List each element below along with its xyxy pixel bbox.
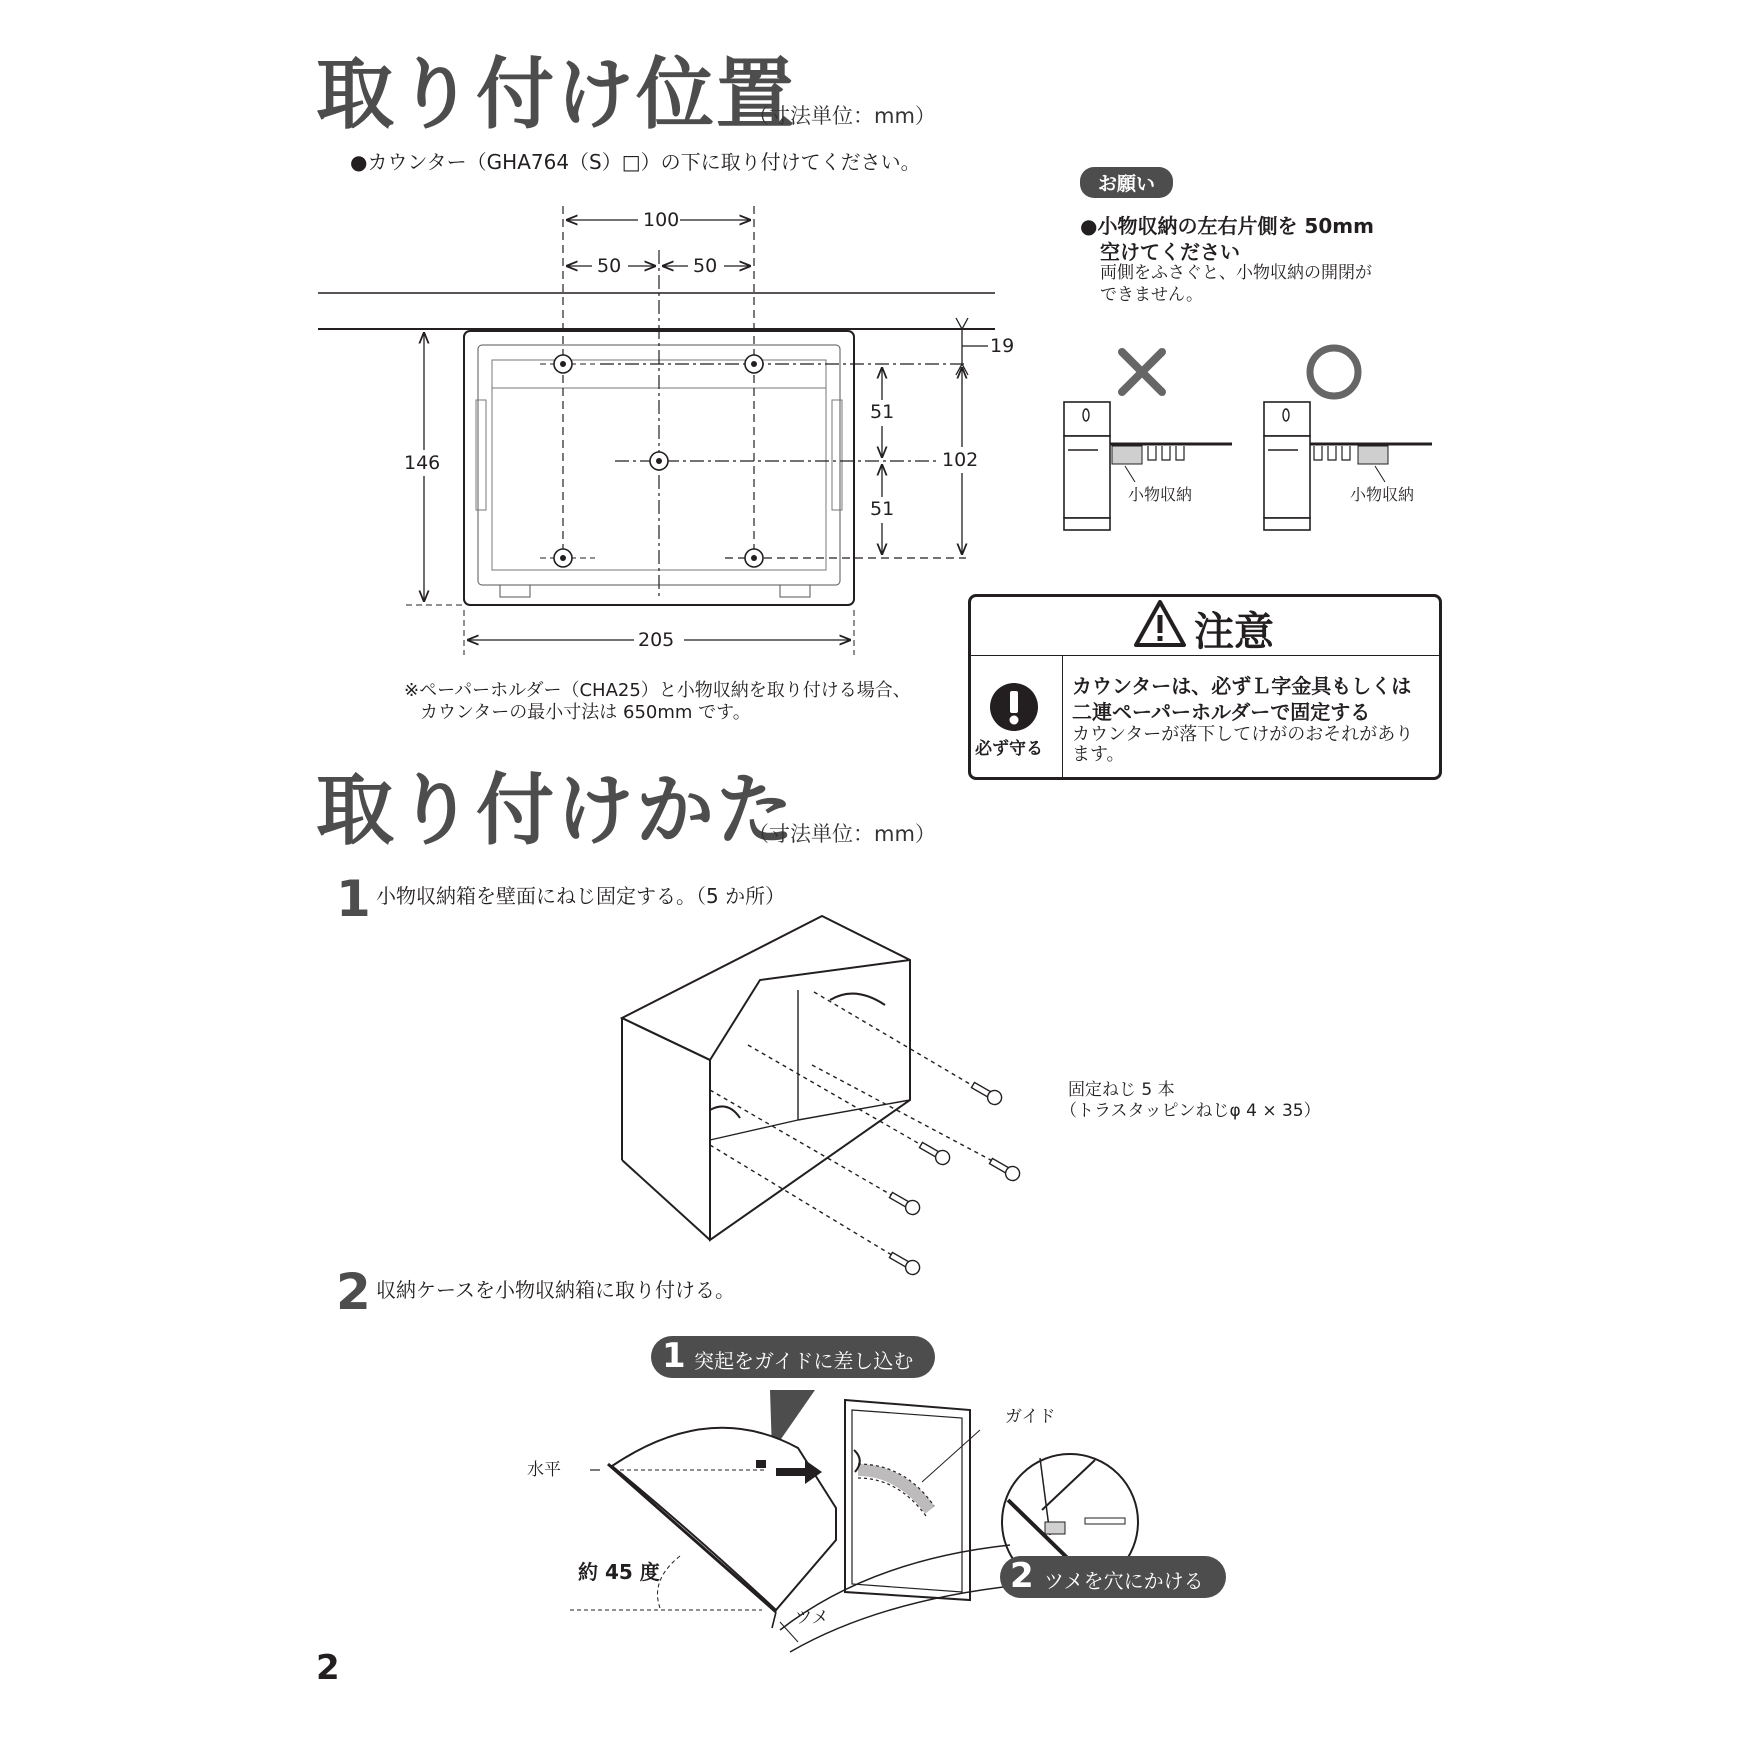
dim-100: 100 — [643, 209, 680, 231]
warning-triangle-icon — [1133, 599, 1187, 649]
request-sub1: 両側をふさぐと、小物収納の開閉が — [1100, 263, 1372, 283]
caution-title: 注意 — [1194, 609, 1274, 655]
label-horizontal: 水平 — [527, 1460, 561, 1480]
callout1-text: 突起をガイドに差し込む — [694, 1349, 914, 1373]
section2-unit: （寸法単位：mm） — [748, 822, 936, 846]
label-guide: ガイド — [1005, 1407, 1056, 1427]
section1-title: 取り付け位置 — [316, 50, 797, 140]
request-illustration — [1050, 340, 1450, 550]
label-angle: 約 45 度 — [578, 1560, 660, 1584]
step1-illustration — [600, 900, 1040, 1280]
step2-text: 収納ケースを小物収納箱に取り付ける。 — [376, 1278, 735, 1302]
dim-51-top: 51 — [870, 401, 895, 423]
request-label-bad: 小物収納 — [1128, 485, 1193, 504]
section2-title: 取り付けかた — [316, 766, 797, 856]
callout2-number: 2 — [1010, 1556, 1034, 1596]
callout1-number: 1 — [662, 1336, 686, 1376]
mandatory-icon — [989, 682, 1039, 732]
request-line1: ●小物収納の左右片側を 50mm — [1080, 214, 1374, 238]
request-badge: お願い — [1080, 167, 1173, 198]
caution-sub1: カウンターが落下してけがのおそれがあり — [1072, 724, 1414, 745]
step1-number: 1 — [336, 870, 371, 928]
callout2-text: ツメを穴にかける — [1044, 1569, 1204, 1593]
page-number: 2 — [316, 1648, 340, 1688]
caution-icon-label: 必ず守る — [975, 739, 1043, 759]
x-mark-icon — [1122, 352, 1162, 392]
request-line2: 空けてください — [1100, 240, 1240, 264]
caution-sub2: ます。 — [1072, 744, 1125, 765]
footnote-line2: カウンターの最小寸法は 650mm です。 — [420, 702, 751, 723]
section1-note: ●カウンター（GHA764（S）□）の下に取り付けてください。 — [350, 150, 921, 174]
caution-divider-v — [1062, 656, 1063, 778]
circle-mark-icon — [1310, 348, 1358, 396]
label-tab: ツメ — [795, 1608, 829, 1628]
dim-102: 102 — [942, 449, 979, 471]
dim-146: 146 — [404, 452, 441, 474]
request-label-good: 小物収納 — [1350, 485, 1415, 504]
step2-number: 2 — [336, 1263, 371, 1321]
step1-text: 小物収納箱を壁面にねじ固定する。（5 か所） — [376, 884, 786, 908]
step2-illustration — [540, 1360, 1260, 1660]
footnote-line1: ※ペーパーホルダー（CHA25）と小物収納を取り付ける場合、 — [404, 680, 911, 701]
dim-205: 205 — [638, 629, 675, 651]
screw-label-line1: 固定ねじ 5 本 — [1068, 1080, 1175, 1100]
section1-unit: （寸法単位：mm） — [748, 104, 936, 128]
caution-line1: カウンターは、必ずＬ字金具もしくは — [1072, 674, 1412, 698]
screw-label-line2: （トラスタッピンねじφ 4 × 35） — [1060, 1101, 1321, 1121]
caution-line2: 二連ペーパーホルダーで固定する — [1072, 700, 1371, 724]
dim-50-left: 50 — [597, 255, 622, 277]
dim-50-right: 50 — [693, 255, 718, 277]
dim-19: 19 — [990, 335, 1015, 357]
dim-51-bottom: 51 — [870, 498, 895, 520]
mounting-dimension-drawing — [0, 0, 1000, 700]
request-sub2: できません。 — [1100, 285, 1204, 305]
